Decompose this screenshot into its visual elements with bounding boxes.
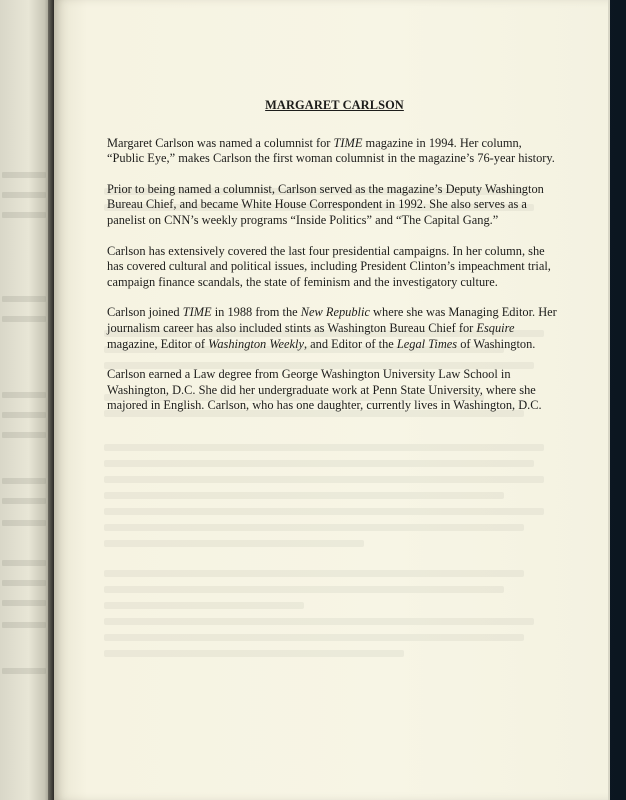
italic-text-run: Esquire	[476, 320, 515, 335]
text-run: Margaret Carlson was named a columnist for	[107, 135, 334, 150]
italic-text-run: New Republic	[300, 305, 370, 320]
italic-text-run: Legal Times	[396, 336, 458, 351]
italic-text-run: TIME	[333, 135, 363, 150]
document-title: MARGARET CARLSON	[265, 98, 404, 112]
text-run: in 1988 from the	[211, 305, 301, 320]
text-run: magazine, Editor of	[107, 336, 209, 351]
text-run: Carlson joined	[107, 305, 183, 320]
text-run: , and Editor of the	[303, 336, 397, 351]
body-paragraph	[107, 305, 562, 352]
italic-text-run: TIME	[182, 305, 212, 320]
text-run: Prior to being named a columnist, Carlson served as the magazine’s Deputy Washington Bureau Chief, and became White House Correspondent in 1992. She also serves as a panelist on CNN’s weekly programs “Inside Politics” and “The Capital Gang.”	[107, 181, 544, 227]
text-run: of Washington.	[457, 336, 536, 351]
paragraph-list	[107, 136, 562, 414]
body-paragraph	[107, 244, 562, 291]
text-run: where she was Managing Editor. Her journalism career has also included stints as Washington Bureau Chief for	[107, 305, 557, 335]
text-run: Carlson earned a Law degree from George Washington University Law School in Washington, D.C. She did her undergraduate work at Penn State University, where she majored in English. Carlson, who has one daughter, currently lives in Washington, D.C.	[107, 367, 542, 413]
document-content	[107, 98, 562, 429]
body-paragraph	[107, 182, 562, 229]
document-page	[54, 0, 610, 800]
text-run: Carlson has extensively covered the last four presidential campaigns. In her column, she has covered cultural and political issues, including President Clinton’s impeachment trial, campaign finance scandals, the state of feminism and the investigatory culture.	[107, 243, 551, 289]
page-edge	[608, 0, 610, 800]
body-paragraph	[107, 367, 562, 414]
body-paragraph	[107, 136, 562, 167]
text-run: magazine in 1994. Her column, “Public Eye,” makes Carlson the first woman columnist in the magazine’s 76-year history.	[107, 135, 555, 166]
italic-text-run: Washington Weekly	[208, 336, 304, 351]
previous-page-edge	[0, 0, 52, 800]
